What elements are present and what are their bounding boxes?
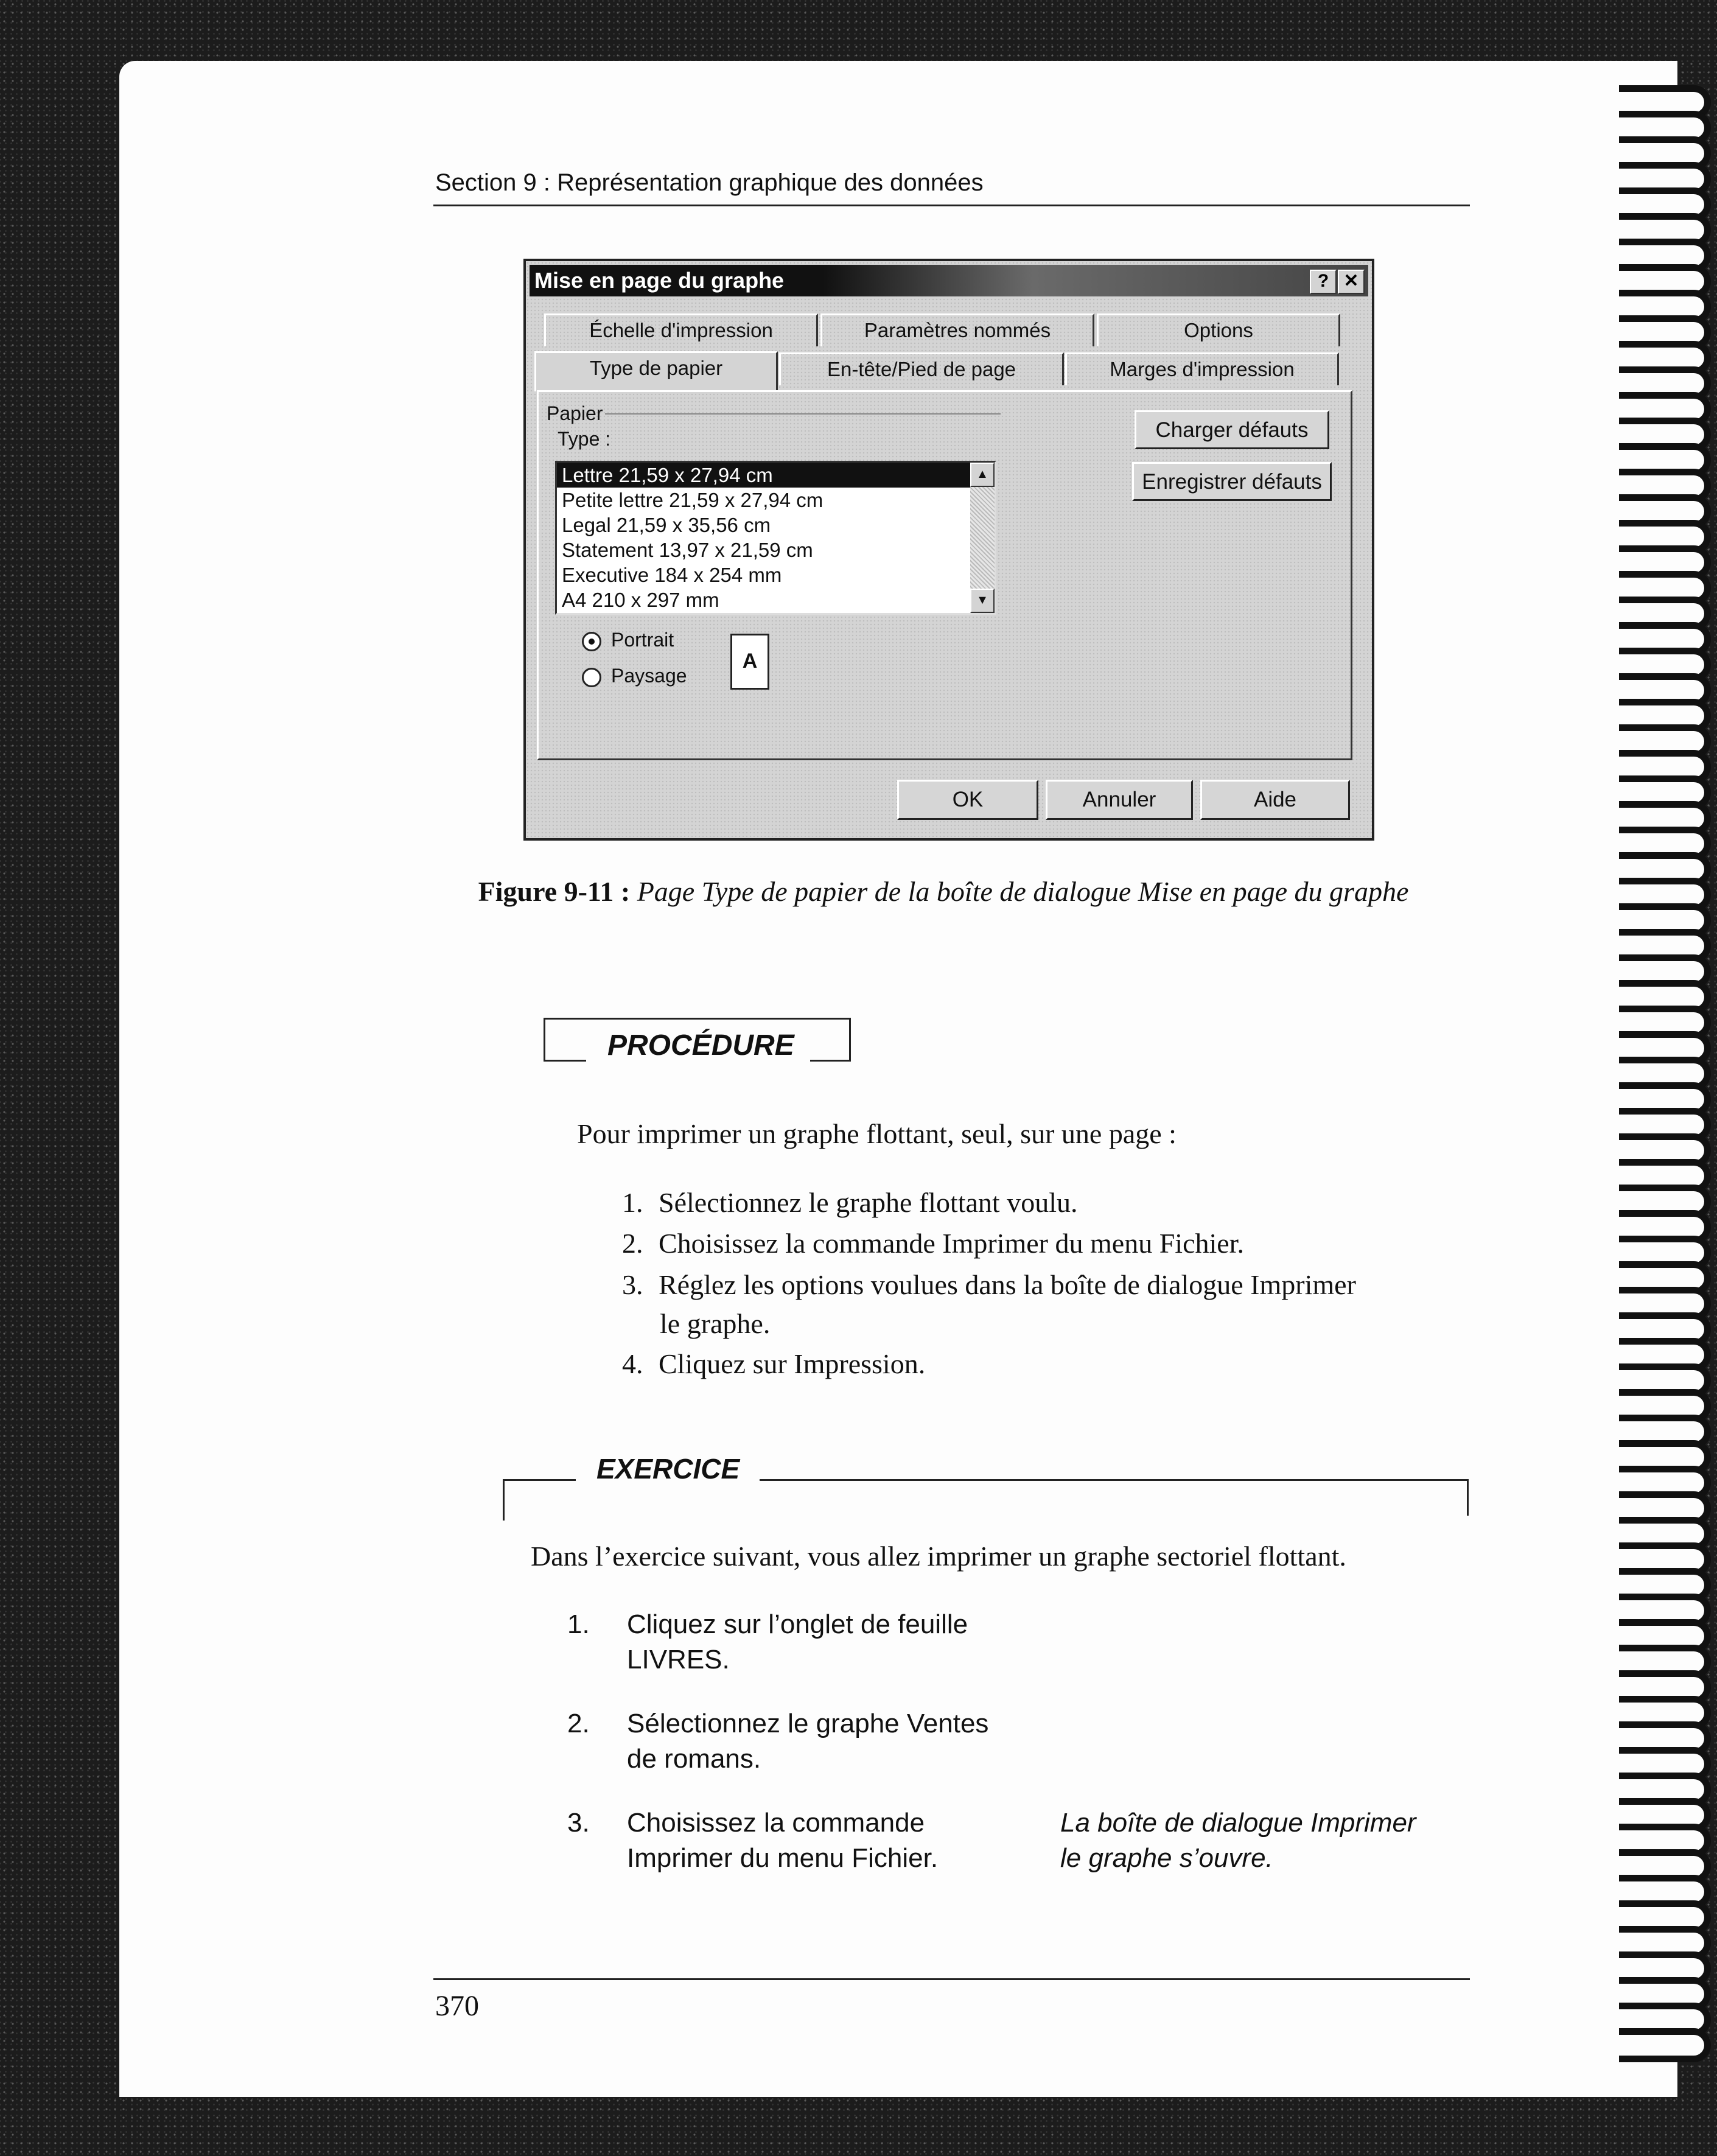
- exercise-rule-right-drop: [1467, 1479, 1469, 1516]
- exercise-label: EXERCICE: [596, 1453, 740, 1485]
- list-item: [622, 1345, 925, 1383]
- dialog-title: Mise en page du graphe: [534, 268, 785, 293]
- spiral-binding: [1619, 85, 1717, 2094]
- step-text-continued: le graphe.: [660, 1308, 771, 1339]
- header-rule: [433, 205, 1470, 206]
- dialog-titlebar: [530, 265, 1368, 296]
- footer-rule: [433, 1978, 1470, 1980]
- step-text: de romans.: [627, 1744, 761, 1774]
- tab-options[interactable]: Options: [1097, 313, 1340, 346]
- step-text: Réglez les options voulues dans la boîte de dialogue Imprimer: [659, 1269, 1356, 1300]
- landscape-radio[interactable]: [582, 668, 601, 687]
- step-text: Choisissez la commande: [627, 1808, 925, 1838]
- section-header: Section 9 : Représentation graphique des données: [435, 169, 984, 196]
- close-icon[interactable]: ✕: [1338, 270, 1365, 294]
- tab-parametres-nommes[interactable]: Paramètres nommés: [820, 313, 1094, 346]
- procedure-label: PROCÉDURE: [607, 1029, 794, 1062]
- exercise-rule-right: [760, 1479, 1469, 1481]
- figure-number: Figure 9-11 :: [478, 876, 631, 907]
- step-text: Choisissez la commande Imprimer du menu Fichier.: [659, 1228, 1244, 1259]
- list-item[interactable]: A4 210 x 297 mm: [562, 589, 719, 611]
- step-text: Sélectionnez le graphe Ventes: [627, 1709, 989, 1738]
- tab-echelle-impression[interactable]: Échelle d'impression: [544, 313, 818, 346]
- spiral-ring: [1619, 2028, 1711, 2062]
- step-text: Cliquez sur Impression.: [659, 1348, 926, 1379]
- step-text: LIVRES.: [627, 1645, 730, 1675]
- group-rule: [605, 413, 1001, 415]
- exercise-rule-left-drop: [503, 1479, 505, 1521]
- cancel-button[interactable]: Annuler: [1046, 780, 1193, 820]
- aide-button[interactable]: Aide: [1200, 780, 1350, 820]
- step-number: 1.: [622, 1187, 643, 1218]
- paper-group-label: Papier: [547, 402, 603, 424]
- help-icon[interactable]: ?: [1310, 270, 1337, 294]
- list-item[interactable]: Petite lettre 21,59 x 27,94 cm: [562, 489, 824, 511]
- tab-marges-impression[interactable]: Marges d'impression: [1065, 352, 1339, 385]
- list-item[interactable]: Lettre 21,59 x 27,94 cm: [557, 463, 995, 488]
- list-item: [622, 1225, 1244, 1262]
- type-label: Type :: [558, 428, 611, 450]
- list-item[interactable]: Statement 13,97 x 21,59 cm: [562, 539, 813, 561]
- step-text: Cliquez sur l’onglet de feuille: [627, 1609, 968, 1639]
- step-text: Imprimer du menu Fichier.: [627, 1843, 939, 1873]
- exercise-intro: Dans l’exercice suivant, vous allez imprimer un graphe sectoriel flottant.: [531, 1541, 1346, 1572]
- procedure-intro: Pour imprimer un graphe flottant, seul, sur une page :: [577, 1118, 1177, 1149]
- scroll-down-icon[interactable]: ▼: [970, 589, 995, 613]
- figure-caption-text: Page Type de papier de la boîte de dialogue Mise en page du graphe: [637, 876, 1409, 907]
- list-item[interactable]: Executive 184 x 254 mm: [562, 564, 782, 586]
- tab-type-de-papier[interactable]: Type de papier: [534, 351, 778, 391]
- ok-button[interactable]: OK: [897, 780, 1038, 820]
- step-number: 3.: [567, 1808, 590, 1838]
- save-defaults-button[interactable]: Enregistrer défauts: [1132, 462, 1332, 501]
- tab-en-tete-pied-de-page[interactable]: En-tête/Pied de page: [779, 352, 1064, 385]
- portrait-radio[interactable]: [582, 632, 601, 651]
- exercise-rule-left: [503, 1479, 576, 1481]
- page-number: 370: [435, 1990, 479, 2022]
- page-orientation-preview-icon: A: [730, 634, 769, 690]
- list-item: [622, 1266, 1356, 1304]
- load-defaults-button[interactable]: Charger défauts: [1135, 410, 1329, 449]
- paper-type-list[interactable]: [555, 461, 996, 615]
- list-item[interactable]: Legal 21,59 x 35,56 cm: [562, 514, 771, 536]
- step-text: Sélectionnez le graphe flottant voulu.: [659, 1187, 1078, 1218]
- step-note: le graphe s’ouvre.: [1060, 1843, 1273, 1873]
- step-number: 1.: [567, 1609, 590, 1639]
- step-number: 4.: [622, 1348, 643, 1379]
- list-scrollbar[interactable]: [970, 463, 995, 613]
- scroll-up-icon[interactable]: ▲: [970, 463, 995, 487]
- step-number: 3.: [622, 1269, 643, 1300]
- list-item: [622, 1184, 1078, 1222]
- portrait-label: Portrait: [611, 629, 674, 651]
- step-number: 2.: [567, 1709, 590, 1738]
- step-note: La boîte de dialogue Imprimer: [1060, 1808, 1416, 1838]
- step-number: 2.: [622, 1228, 643, 1259]
- figure-caption: [426, 870, 1461, 913]
- landscape-label: Paysage: [611, 665, 687, 687]
